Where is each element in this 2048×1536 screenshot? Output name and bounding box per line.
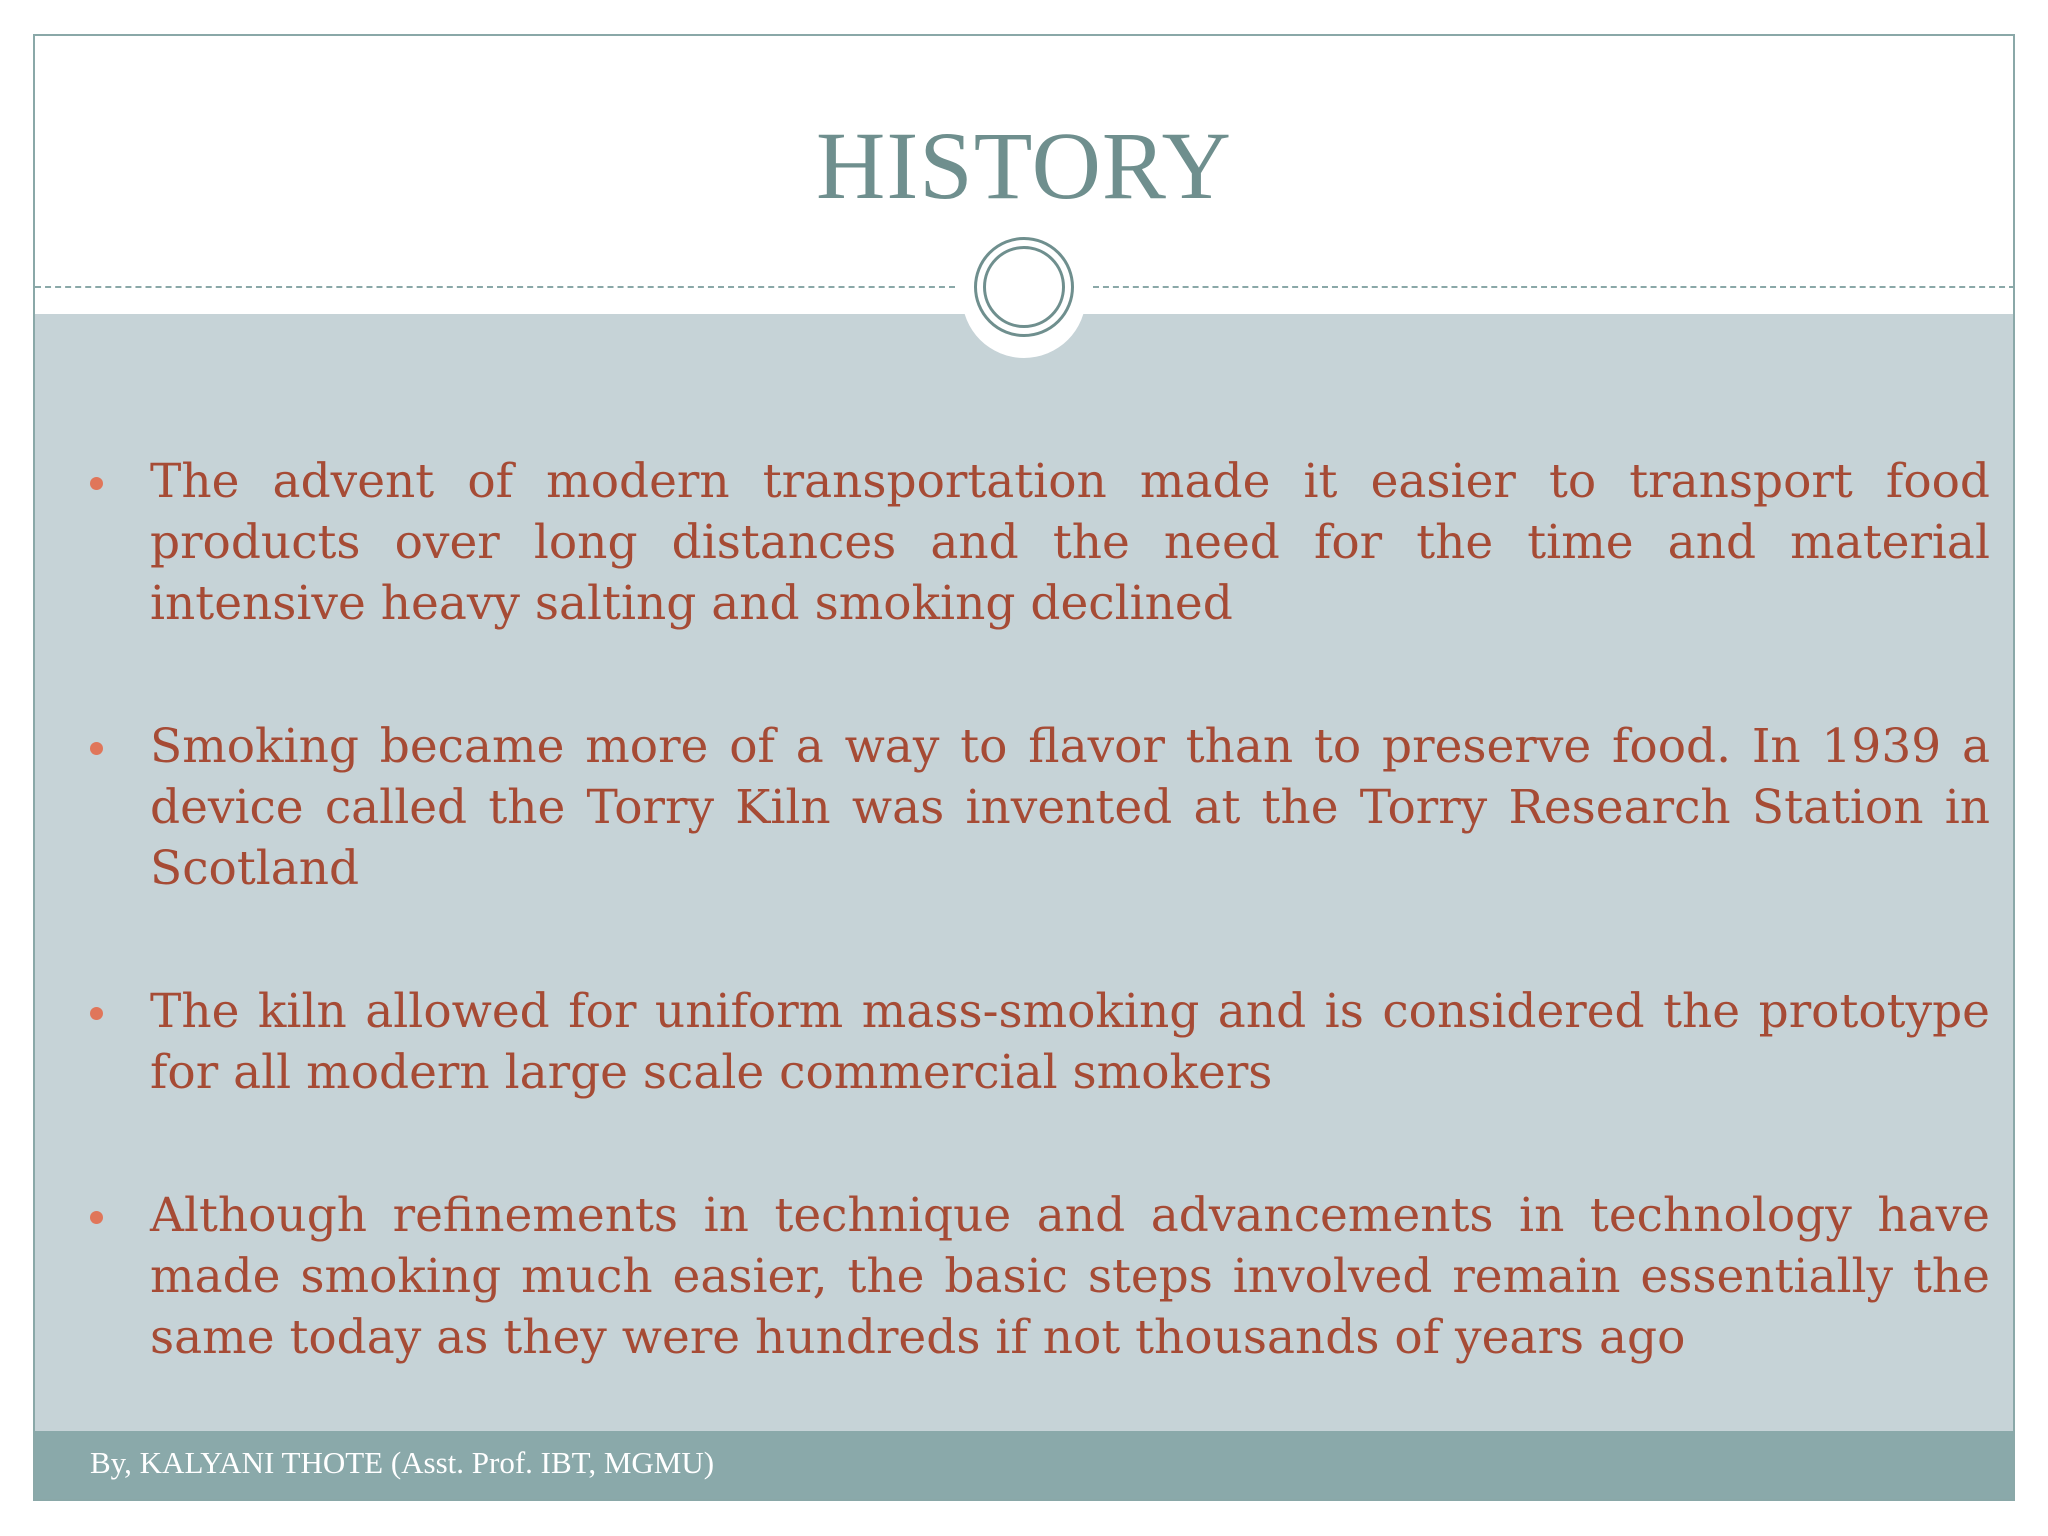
bullet-text: Smoking became more of a way to flavor than to preserve food. In 1939 a device called the Torry Kiln was invented at the Torry Research Station in Scotland [150,719,1990,896]
bullet-text: The kiln allowed for uniform mass-smoking and is considered the prototype for all modern large scale commercial smokers [150,984,1990,1100]
bullet-dot-icon [90,1007,103,1020]
bullet-item [150,981,1990,1103]
slide-title: HISTORY [816,112,1232,219]
bullet-dot-icon [90,742,103,755]
bullet-text: The advent of modern transportation made it easier to transport food products over long distances and the need for the time and material intensive heavy salting and smoking declined [150,454,1990,631]
title-divider-right [1093,286,2015,288]
bullet-dot-icon [90,1211,103,1224]
title-divider-left [35,286,955,288]
bullet-dot-icon [90,477,103,490]
bullet-text: Although refinements in technique and advancements in technology have made smoking much easier, the basic steps involved remain essentially the same today as they were hundreds if not thousands of years ago [150,1188,1990,1365]
double-ring-icon [974,237,1074,337]
bullet-item [150,1185,1990,1368]
slide-frame [33,34,2015,1501]
bullet-item [150,451,1990,634]
bullet-list [150,451,1990,1368]
footer-bar [35,1431,2013,1499]
bullet-item [150,716,1990,899]
footer-text: By, KALYANI THOTE (Asst. Prof. IBT, MGMU) [90,1445,715,1480]
